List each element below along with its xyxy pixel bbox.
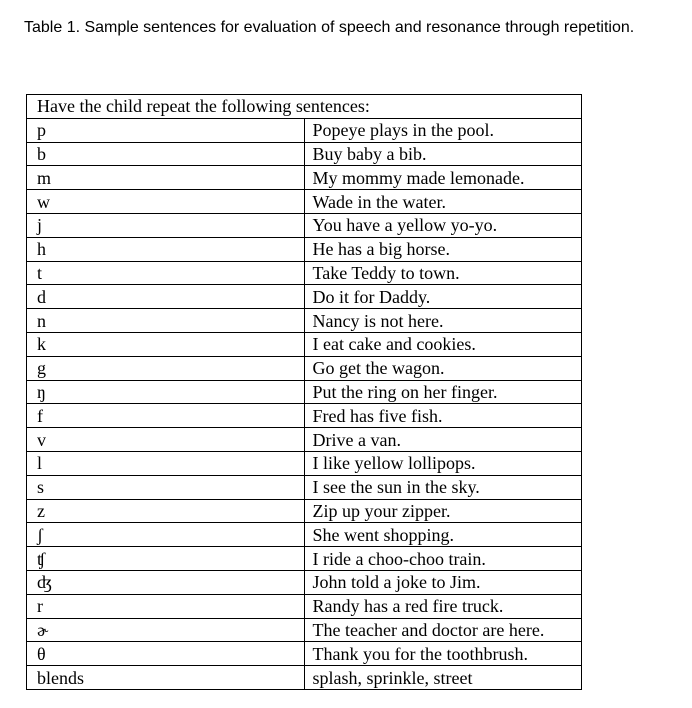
speech-sound-cell: j [27,213,305,237]
sample-sentence-cell: Popeye plays in the pool. [304,118,582,142]
sample-sentence-cell: I like yellow lollipops. [304,451,582,475]
speech-sound-cell: t [27,261,305,285]
table-row [27,356,582,380]
table-row [27,285,582,309]
speech-sound-cell: v [27,428,305,452]
speech-sound-cell: g [27,356,305,380]
sample-sentence-cell: She went shopping. [304,523,582,547]
speech-sound-cell: ʧ [27,547,305,571]
speech-sound-cell: ʤ [27,570,305,594]
sample-sentence-cell: He has a big horse. [304,237,582,261]
table-row [27,594,582,618]
table-row [27,618,582,642]
sample-sentence-cell: I eat cake and cookies. [304,332,582,356]
table-row [27,118,582,142]
sample-sentence-cell: Zip up your zipper. [304,499,582,523]
speech-sound-cell: k [27,332,305,356]
sample-sentence-cell: Nancy is not here. [304,309,582,333]
table-row [27,142,582,166]
sample-sentence-cell: You have a yellow yo-yo. [304,213,582,237]
table-header-row [27,95,582,119]
speech-sound-cell: z [27,499,305,523]
table-row [27,261,582,285]
speech-sound-cell: ʃ [27,523,305,547]
sample-sentence-cell: Do it for Daddy. [304,285,582,309]
sample-sentence-cell: The teacher and doctor are here. [304,618,582,642]
table-row [27,190,582,214]
speech-sound-cell: blends [27,666,305,690]
speech-sound-cell: ɚ [27,618,305,642]
sample-sentence-cell: Buy baby a bib. [304,142,582,166]
speech-sound-cell: s [27,475,305,499]
speech-sound-cell: r [27,594,305,618]
sample-sentence-cell: My mommy made lemonade. [304,166,582,190]
sample-sentence-cell: Take Teddy to town. [304,261,582,285]
sample-sentences-table [26,94,582,690]
table-row [27,475,582,499]
sample-sentence-cell: Wade in the water. [304,190,582,214]
sample-sentence-cell: Put the ring on her finger. [304,380,582,404]
speech-sound-cell: m [27,166,305,190]
sample-sentence-cell: Thank you for the toothbrush. [304,642,582,666]
table-row [27,428,582,452]
speech-sound-cell: p [27,118,305,142]
table-row [27,166,582,190]
table-caption: Table 1. Sample sentences for evaluation of speech and resonance through repetition. [24,19,635,36]
speech-sound-cell: ŋ [27,380,305,404]
speech-sound-cell: b [27,142,305,166]
table-row [27,451,582,475]
sample-sentence-cell: Drive a van. [304,428,582,452]
sample-sentence-cell: John told a joke to Jim. [304,570,582,594]
sample-sentence-cell: I ride a choo-choo train. [304,547,582,571]
table-row [27,499,582,523]
sample-sentence-cell: splash, sprinkle, street [304,666,582,690]
table-row [27,332,582,356]
speech-sound-cell: l [27,451,305,475]
sample-sentence-cell: Go get the wagon. [304,356,582,380]
table-row [27,666,582,690]
table-row [27,309,582,333]
speech-sound-cell: θ [27,642,305,666]
table-row [27,380,582,404]
table-row [27,642,582,666]
table-row [27,570,582,594]
table-header: Have the child repeat the following sentences: [27,95,582,119]
speech-sound-cell: h [27,237,305,261]
speech-sound-cell: n [27,309,305,333]
table-row [27,404,582,428]
sample-sentence-cell: Fred has five fish. [304,404,582,428]
table-row [27,547,582,571]
table-row [27,523,582,547]
sample-sentence-cell: Randy has a red fire truck. [304,594,582,618]
sample-sentence-cell: I see the sun in the sky. [304,475,582,499]
table-row [27,237,582,261]
table-row [27,213,582,237]
speech-sound-cell: d [27,285,305,309]
speech-sound-cell: f [27,404,305,428]
speech-sound-cell: w [27,190,305,214]
